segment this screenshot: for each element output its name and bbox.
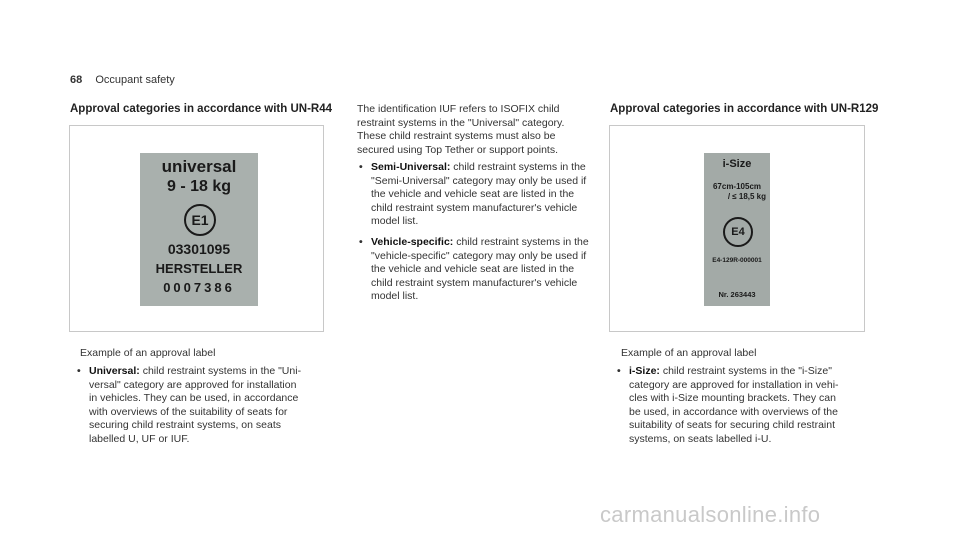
bullet-line: versal" category are approved for installation bbox=[89, 378, 297, 391]
bullet-line: systems, on seats labelled i-U. bbox=[629, 432, 772, 445]
bullet-line: in vehicles. They can be used, in accordance bbox=[89, 392, 299, 404]
page-number: 68 bbox=[70, 74, 83, 86]
bullet-term: Vehicle-specific: bbox=[371, 236, 454, 248]
bullet-line: be used, in accordance with overviews of the bbox=[629, 405, 838, 418]
bullet-term: Semi-Universal: bbox=[371, 161, 451, 173]
e-mark-icon: E1 bbox=[184, 204, 216, 236]
bullet-line: the vehicle and vehicle seat are listed in the bbox=[371, 263, 575, 275]
bullet-dot-icon: • bbox=[359, 161, 363, 173]
bullet-line: category are approved for installation in vehi- bbox=[629, 378, 839, 391]
label-nr: Nr. 263443 bbox=[718, 290, 756, 299]
right-section-title: Approval categories in accordance with UN-R129 bbox=[610, 103, 879, 115]
para-line: secured using Top Tether or support points. bbox=[357, 143, 558, 156]
approval-label-r44 bbox=[140, 153, 258, 306]
bullet-term: i-Size: bbox=[629, 365, 660, 377]
para-line: These child restraint systems must also be bbox=[357, 130, 556, 142]
bullet-line: child restraint systems in the bbox=[450, 161, 586, 173]
left-caption: Example of an approval label bbox=[80, 347, 216, 359]
section-title: Occupant safety bbox=[95, 74, 175, 86]
bullet-dot-icon: • bbox=[617, 365, 621, 377]
para-line: The identification IUF refers to ISOFIX child bbox=[357, 103, 560, 115]
bullet-universal bbox=[77, 365, 302, 446]
label-serial: 0007386 bbox=[163, 280, 235, 295]
bullet-line: cles with i-Size mounting brackets. They can bbox=[629, 392, 836, 404]
watermark: carmanualsonline.info bbox=[600, 502, 821, 527]
isofix-intro bbox=[357, 103, 564, 157]
bullet-line: child restraint systems in the "i-Size" bbox=[659, 365, 832, 377]
bullet-line: child restraint systems in the bbox=[453, 236, 589, 248]
bullet-line: "Semi-Universal" category may only be used if bbox=[371, 174, 587, 187]
approval-label-r129 bbox=[704, 153, 770, 306]
bullet-line: with overviews of the suitability of seats for bbox=[89, 405, 288, 418]
label-height-range: 67cm-105cm bbox=[712, 182, 762, 191]
label-category: universal bbox=[161, 157, 237, 176]
label-approval-number: E4-129R-000001 bbox=[712, 257, 762, 264]
bullet-line: labelled U, UF or IUF. bbox=[89, 432, 190, 445]
bullet-dot-icon: • bbox=[77, 365, 81, 377]
bullet-line: child restraint system manufacturer's vehicle bbox=[371, 201, 578, 214]
label-category: i-Size bbox=[722, 158, 752, 170]
bullet-term: Universal: bbox=[89, 365, 140, 377]
bullet-vehicle-specific bbox=[359, 236, 589, 304]
label-weight: 9 - 18 kg bbox=[166, 178, 232, 195]
bullet-dot-icon: • bbox=[359, 236, 363, 248]
bullet-semi-universal bbox=[359, 161, 587, 229]
para-line: restraint systems in the "Universal" category. bbox=[357, 116, 565, 129]
bullet-line: model list. bbox=[371, 215, 419, 227]
bullet-line: "vehicle-specific" category may only be used if bbox=[371, 249, 587, 262]
label-mass: / ≤ 18,5 kg bbox=[727, 192, 766, 201]
bullet-i-size bbox=[617, 365, 839, 446]
label-manufacturer: HERSTELLER bbox=[155, 261, 243, 276]
right-caption: Example of an approval label bbox=[621, 347, 757, 359]
page-header bbox=[70, 74, 175, 86]
bullet-line: the vehicle and vehicle seat are listed in the bbox=[371, 188, 575, 200]
label-approval-number: 03301095 bbox=[167, 241, 231, 257]
bullet-line: securing child restraint systems, on seats bbox=[89, 419, 281, 431]
e-mark-icon: E4 bbox=[723, 217, 753, 247]
bullet-line: suitability of seats for securing child restraint bbox=[629, 419, 836, 431]
left-section-title: Approval categories in accordance with UN-R44 bbox=[70, 103, 333, 115]
bullet-line: model list. bbox=[371, 290, 419, 302]
bullet-line: child restraint system manufacturer's vehicle bbox=[371, 276, 578, 289]
bullet-line: child restraint systems in the "Uni- bbox=[139, 365, 302, 377]
